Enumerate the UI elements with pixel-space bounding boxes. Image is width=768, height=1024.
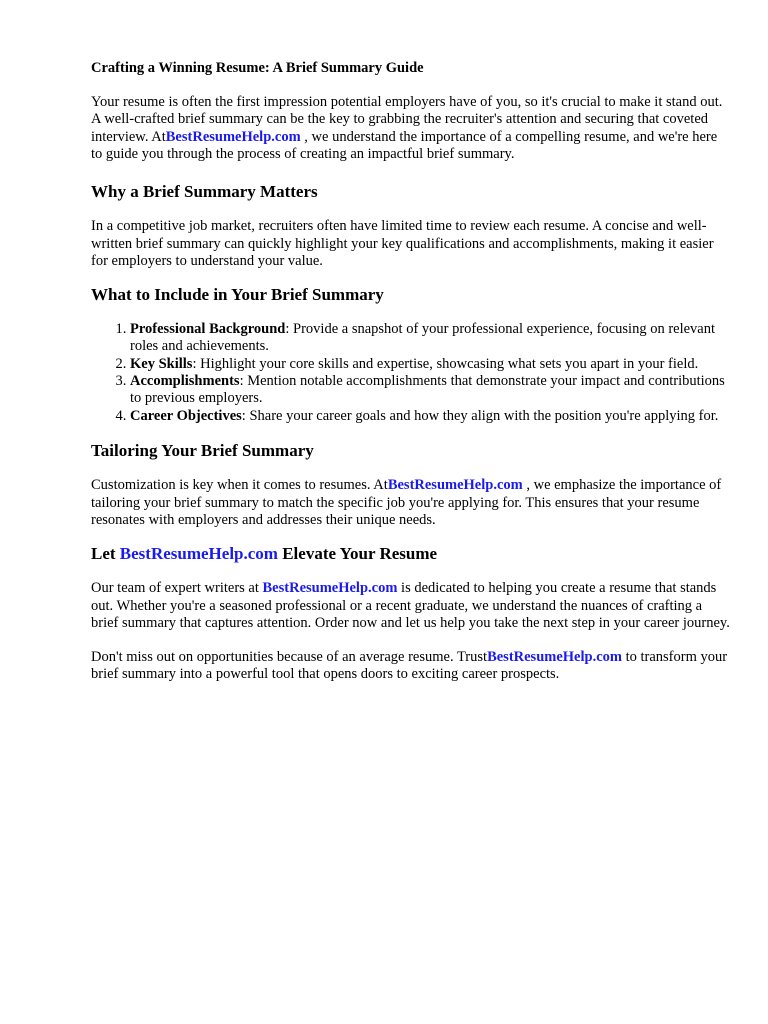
include-heading: What to Include in Your Brief Summary (91, 284, 384, 304)
why-paragraph: In a competitive job market, recruiters often have limited time to review each resume. A concise and well-written brief summary can quickly highlight your key qualifications and accomplishments, making it easier for employers to understand your value. (91, 217, 714, 270)
list-item (130, 373, 731, 408)
list-item-term: Accomplishments (130, 372, 240, 389)
list-item (130, 321, 731, 356)
list-item (130, 408, 731, 425)
include-list (91, 321, 731, 425)
tailoring-text-1: Customization is key when it comes to resumes. At (91, 477, 388, 494)
elevate-heading (91, 544, 731, 564)
list-item-term: Career Objectives (130, 407, 242, 424)
why-heading: Why a Brief Summary Matters (91, 181, 318, 201)
elevate-p1-text-1: Our team of expert writers at (91, 579, 263, 596)
tailoring-text-2: , we emphasize the importance of tailoring your brief summary to match the specific job you're applying for. This ensures that your resume resonates with employers and addresses their unique needs. (91, 477, 722, 529)
elevate-p2-text-2: to transform your brief summary into a powerful tool that opens doors to exciting career prospects. (91, 648, 728, 683)
intro-paragraph (91, 94, 731, 164)
list-item-sep: : (241, 407, 250, 424)
document-content (91, 60, 731, 684)
intro-link[interactable]: BestResumeHelp.com (165, 128, 301, 145)
tailoring-paragraph (91, 477, 731, 530)
elevate-p2-text-1: Don't miss out on opportunities because of an average resume. Trust (91, 648, 488, 665)
list-item-sep: : (285, 320, 294, 337)
elevate-p1-link[interactable]: BestResumeHelp.com (262, 579, 398, 596)
list-item-term: Professional Background (130, 320, 286, 337)
elevate-paragraph-2 (91, 649, 731, 684)
elevate-heading-link[interactable]: BestResumeHelp.com (119, 543, 278, 563)
list-item-term: Key Skills (130, 355, 193, 372)
list-item-sep: : (239, 372, 248, 389)
elevate-heading-pre: Let (91, 543, 120, 563)
list-item (130, 356, 731, 373)
elevate-p1-text-2: is dedicated to helping you create a resume that stands out. Whether you're a seasoned professional or a recent graduate, we understand the nuances of crafting a brief summary that captures attention. Order now and let us help you take the next step in your career journey. (91, 579, 730, 632)
list-item-text: Share your career goals and how they align with the position you're applying for. (249, 407, 719, 424)
elevate-paragraph-1 (91, 580, 731, 633)
intro-text-1: Your resume is often the first impression potential employers have of you, so it's crucial to make it stand out. A well-crafted brief summary can be the key to grabbing the recruiter's attention and securing that coveted interview. At (91, 93, 723, 145)
tailoring-link[interactable]: BestResumeHelp.com (387, 477, 523, 494)
tailoring-heading: Tailoring Your Brief Summary (91, 441, 314, 461)
list-item-text: Highlight your core skills and expertise, showcasing what sets you apart in your field. (200, 355, 699, 372)
list-item-text: Mention notable accomplishments that demonstrate your impact and contributions to previous employers. (130, 372, 725, 407)
list-item-sep: : (192, 355, 201, 372)
elevate-p2-link[interactable]: BestResumeHelp.com (487, 648, 622, 665)
list-item-text: Provide a snapshot of your professional experience, focusing on relevant roles and achievements. (130, 320, 716, 355)
document-title: Crafting a Winning Resume: A Brief Summary Guide (91, 60, 424, 76)
elevate-heading-post: Elevate Your Resume (277, 543, 438, 563)
intro-text-2: , we understand the importance of a compelling resume, and we're here to guide you through the process of creating an impactful brief summary. (91, 128, 718, 163)
